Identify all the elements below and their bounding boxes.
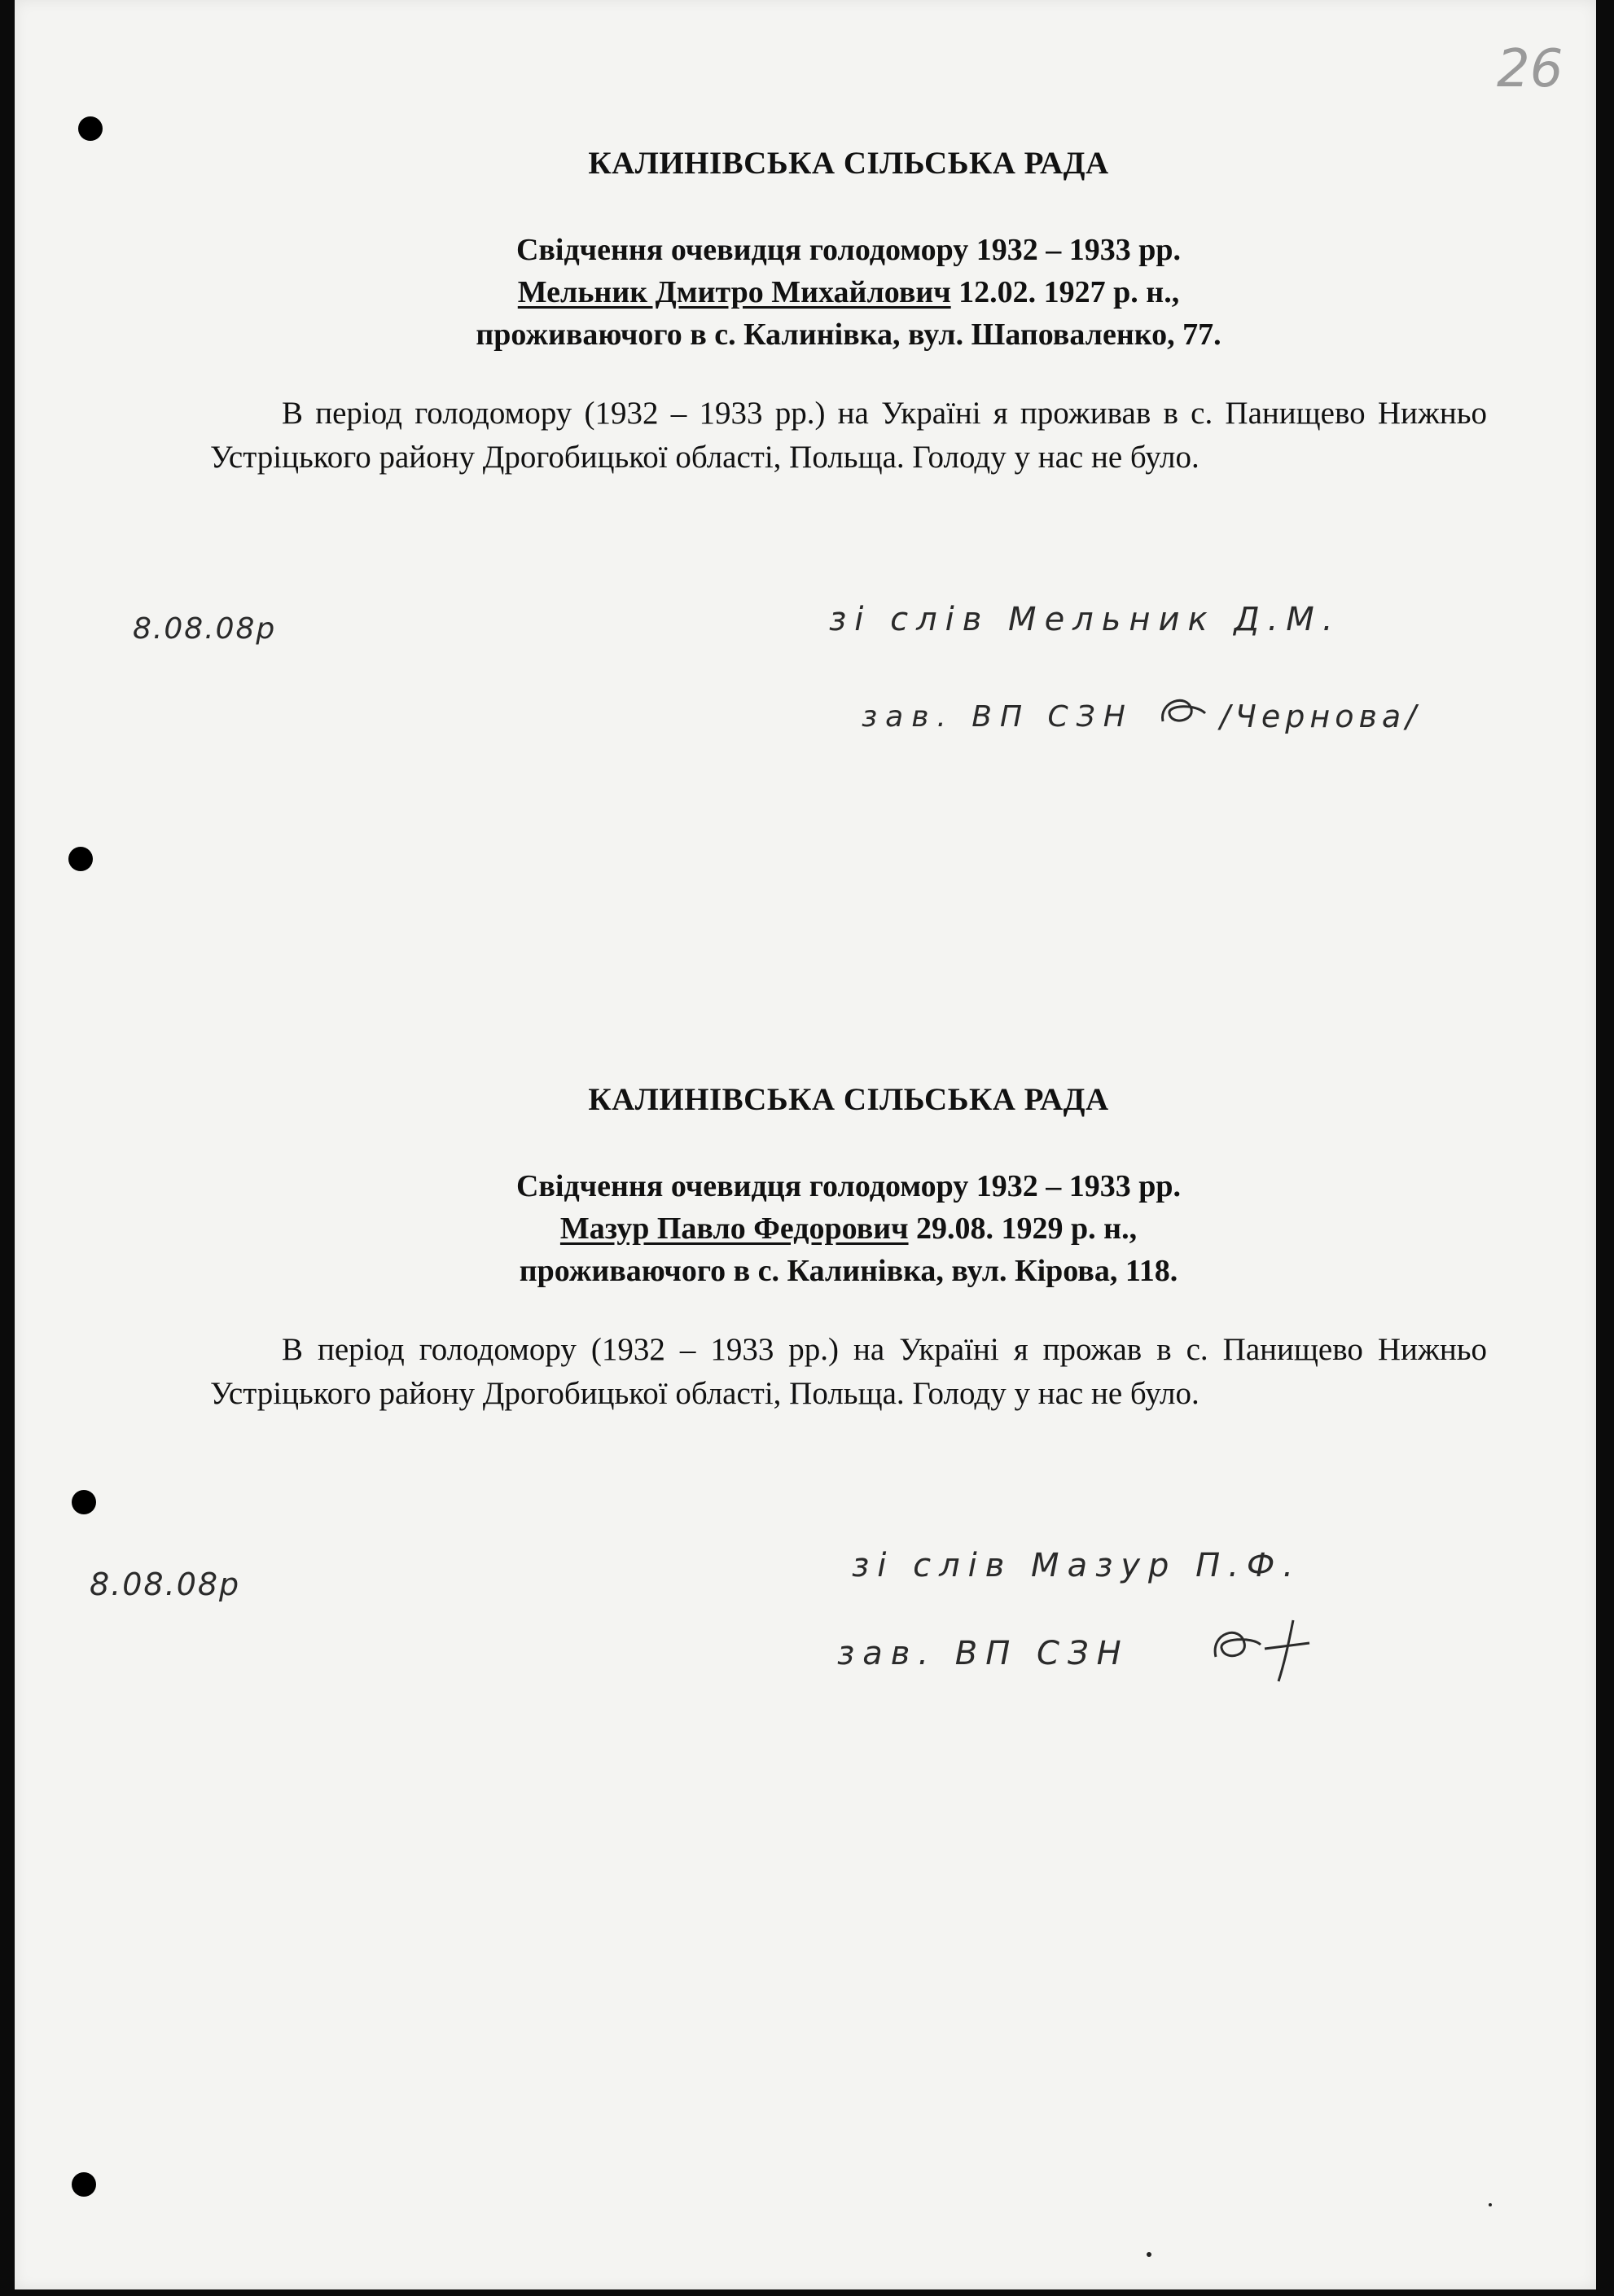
signature-mark bbox=[1204, 1612, 1318, 1685]
statement-2 bbox=[210, 1081, 1487, 1416]
handwritten-official-line: зав. ВП СЗН bbox=[837, 1635, 1129, 1672]
witness-residence: проживаючого в с. Калинівка, вул. Шаповаленко, 77. bbox=[476, 318, 1221, 352]
statement-1 bbox=[210, 145, 1487, 480]
handwritten-official-line: зав. ВП СЗН bbox=[862, 700, 1134, 734]
testimony-text: В період голодомору (1932 – 1933 рр.) на Україні я прожав в с. Панищево Нижньо Устріцького району Дрогобицької області, Польща. Голоду у нас не було. bbox=[210, 1332, 1487, 1411]
witness-name: Мазур Павло Федорович bbox=[559, 1212, 909, 1246]
statement-heading: Свідчення очевидця голодомору 1932 – 1933 рр. bbox=[515, 233, 1182, 267]
handwritten-date: 8.08.08р bbox=[90, 1566, 241, 1602]
witness-residence: проживаючого в с. Калинівка, вул. Кірова, 118. bbox=[519, 1254, 1178, 1288]
speck bbox=[1489, 2203, 1492, 2206]
speck bbox=[1147, 2252, 1151, 2257]
council-title: КАЛИНІВСЬКА СІЛЬСЬКА РАДА bbox=[588, 146, 1109, 181]
handwritten-date: 8.08.08р bbox=[133, 612, 277, 646]
witness-birth: 29.08. 1929 р. н., bbox=[908, 1212, 1138, 1246]
signature-mark bbox=[1155, 689, 1212, 738]
witness-birth: 12.02. 1927 р. н., bbox=[950, 275, 1180, 309]
binder-hole bbox=[72, 2172, 96, 2197]
binder-hole bbox=[68, 847, 93, 871]
statement-header bbox=[210, 229, 1487, 356]
statement-header bbox=[210, 1165, 1487, 1292]
page-number: 26 bbox=[1497, 39, 1564, 99]
handwritten-official-name: /Чернова/ bbox=[1220, 699, 1421, 734]
document-page bbox=[15, 0, 1596, 2289]
witness-name: Мельник Дмитро Михайлович bbox=[517, 275, 951, 309]
council-title: КАЛИНІВСЬКА СІЛЬСЬКА РАДА bbox=[588, 1082, 1109, 1117]
binder-hole bbox=[72, 1490, 96, 1514]
witness-line bbox=[210, 1207, 1487, 1250]
testimony-text: В період голодомору (1932 – 1933 рр.) на Україні я проживав в с. Панищево Нижньо Устріцького району Дрогобицької області, Польща. Голоду у нас не було. bbox=[210, 396, 1487, 475]
binder-hole bbox=[78, 116, 103, 141]
handwritten-witness-line: зі слів Мазур П.Ф. bbox=[852, 1547, 1302, 1584]
witness-line bbox=[210, 271, 1487, 313]
handwritten-witness-line: зі слів Мельник Д.М. bbox=[829, 601, 1341, 638]
statement-heading: Свідчення очевидця голодомору 1932 – 1933 рр. bbox=[515, 1169, 1182, 1203]
